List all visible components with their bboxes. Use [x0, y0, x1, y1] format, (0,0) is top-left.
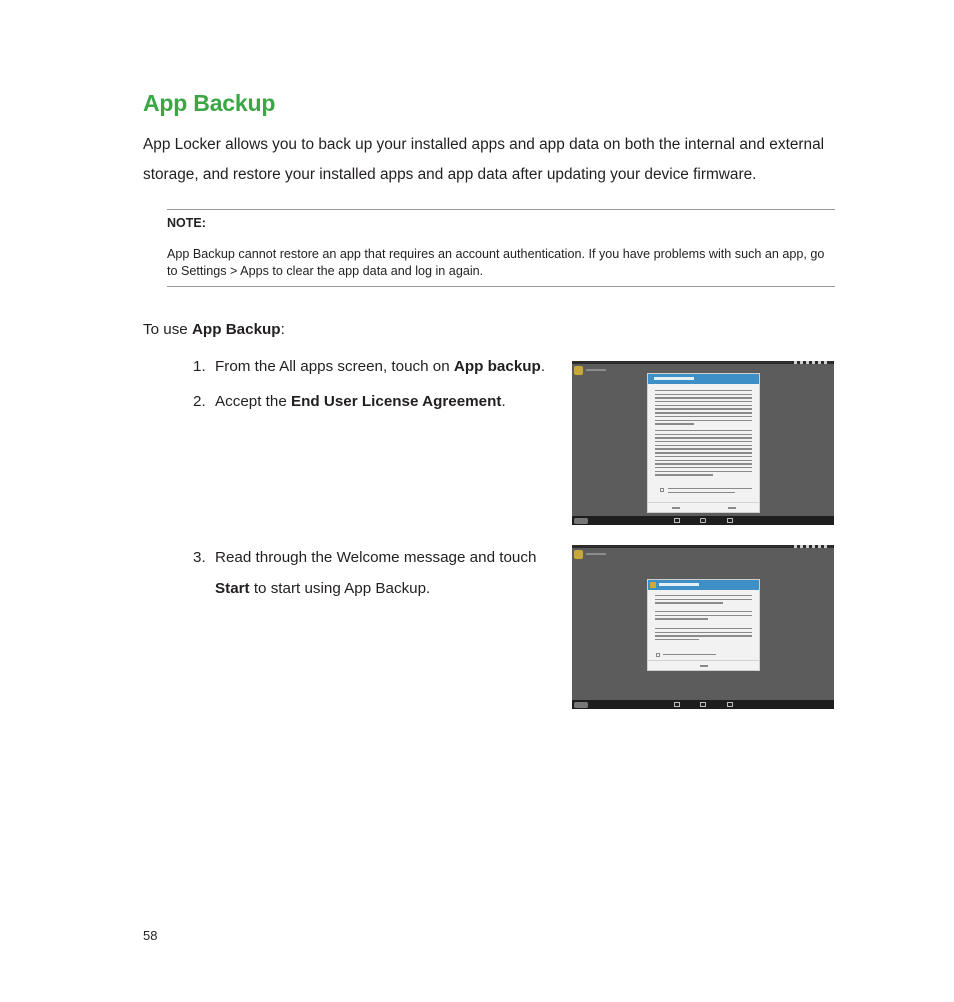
page-title: App Backup	[143, 90, 276, 116]
recent-apps-icon	[727, 518, 733, 523]
step-3: 3. Read through the Welcome message and touch Start to start using App Backup.	[193, 542, 553, 604]
app-backup-icon	[574, 366, 583, 375]
welcome-dialog-screenshot	[572, 545, 834, 709]
step-2: 2. Accept the End User License Agreement.	[193, 393, 506, 410]
app-backup-icon	[574, 550, 583, 559]
note-label: NOTE:	[167, 216, 206, 230]
home-icon	[700, 702, 706, 707]
status-icons	[794, 361, 830, 364]
eula-dialog	[647, 373, 760, 513]
to-use-heading: To use App Backup:	[143, 321, 285, 338]
ok-button	[728, 507, 736, 509]
page-number: 58	[143, 928, 158, 943]
step-number: 2.	[193, 393, 206, 410]
recent-apps-icon	[727, 702, 733, 707]
agree-checkbox	[660, 488, 664, 492]
to-use-app-name: App Backup	[191, 321, 281, 338]
welcome-dialog	[647, 579, 760, 671]
note-box	[167, 209, 835, 287]
step-number: 3.	[193, 549, 206, 566]
note-text: App Backup cannot restore an app that requires an account authentication. If you have problems with such an app, go to Settings > Apps to clear the app data and log in again.	[167, 247, 825, 278]
step-1: 1. From the All apps screen, touch on App backup.	[193, 358, 546, 375]
step-number: 1.	[193, 358, 206, 375]
dont-show-checkbox	[656, 653, 660, 657]
intro-paragraph: App Locker allows you to back up your installed apps and app data on both the internal and external storage, and restore your installed apps and app data after updating your device firmware.	[143, 136, 825, 183]
home-icon	[700, 518, 706, 523]
back-icon	[674, 702, 680, 707]
eula-dialog-screenshot	[572, 361, 834, 525]
start-button	[700, 665, 708, 667]
cancel-button	[672, 507, 680, 509]
back-icon	[674, 518, 680, 523]
status-icons	[794, 545, 830, 548]
